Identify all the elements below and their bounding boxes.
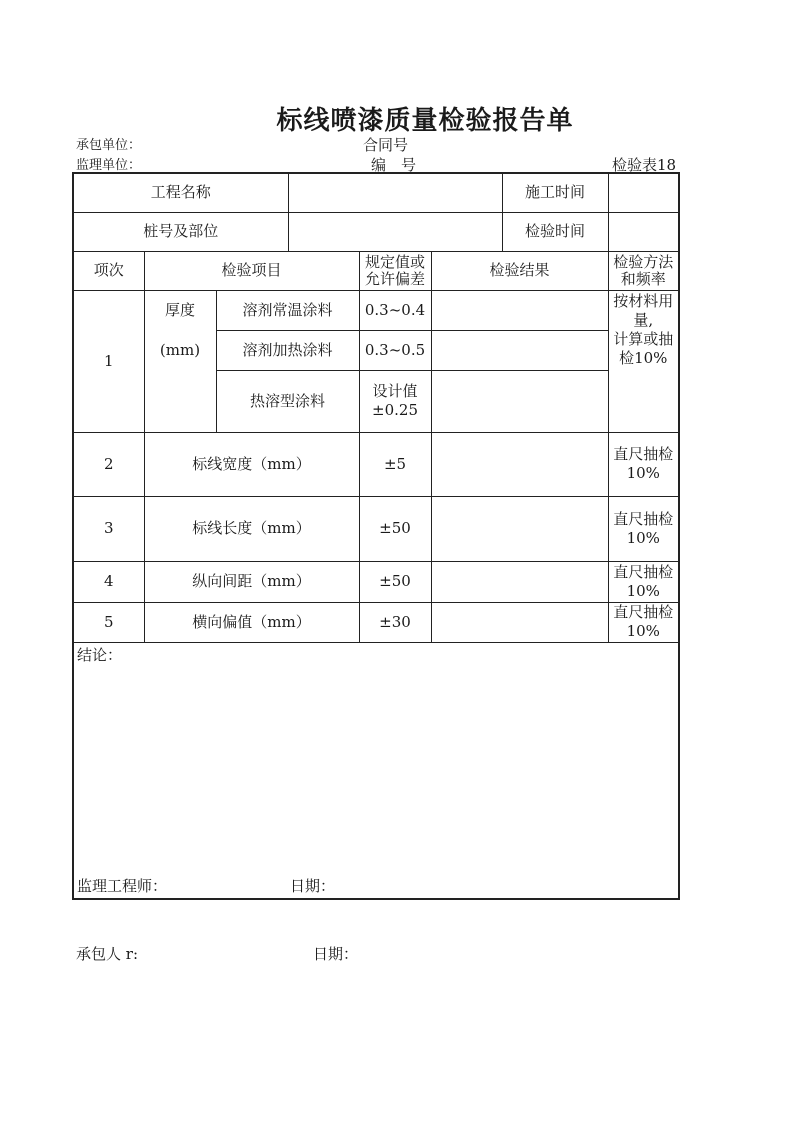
row1-method-line4: 检10% (619, 348, 668, 367)
contractor-unit-label: 承包单位： (76, 138, 142, 153)
sub1-name: 溶剂常温涂料 (216, 290, 359, 330)
supervisor-date-label: 日期： (290, 877, 336, 895)
inspection-time-value[interactable] (608, 212, 679, 251)
row4-method-line1: 直尺抽检 (613, 562, 674, 581)
row5-result[interactable] (431, 602, 608, 642)
row3-spec: ±50 (359, 496, 431, 561)
row2-spec: ±5 (359, 432, 431, 496)
supervisor-engineer-label: 监理工程师： (77, 877, 168, 895)
row4-result[interactable] (431, 561, 608, 602)
serial-no-label: 编 号 (371, 156, 417, 174)
col-header-result: 检验结果 (431, 251, 608, 290)
col-header-check-item: 检验项目 (144, 251, 359, 290)
row3-method-line2: 10% (626, 528, 660, 547)
row2-result[interactable] (431, 432, 608, 496)
sub1-spec: 0.3~0.4 (359, 290, 431, 330)
row3-method (608, 496, 679, 561)
contract-no-label: 合同号 (363, 136, 409, 154)
sub2-name: 溶剂加热涂料 (216, 330, 359, 370)
row2-no: 2 (73, 432, 144, 496)
row2-method (608, 432, 679, 496)
form-code: 检验表18 (612, 156, 677, 174)
contractor-date-label: 日期： (313, 945, 359, 963)
supervisor-unit-label: 监理单位： (76, 158, 142, 173)
row4-spec: ±50 (359, 561, 431, 602)
col-header-method (608, 251, 679, 290)
row4-no: 4 (73, 561, 144, 602)
inspection-table (72, 172, 680, 900)
sub3-name: 热溶型涂料 (216, 370, 359, 432)
conclusion-label: 结论： (77, 645, 123, 664)
station-label: 桩号及部位 (73, 212, 288, 251)
row3-name: 标线长度（mm） (144, 496, 359, 561)
col-header-spec-line2: 允许偏差 (364, 269, 425, 288)
row1-method (608, 290, 679, 432)
row2-method-line1: 直尺抽检 (613, 445, 674, 463)
sub2-spec: 0.3~0.5 (359, 330, 431, 370)
row5-method-line1: 直尺抽检 (613, 603, 674, 621)
row4-name: 纵向间距（mm） (144, 561, 359, 602)
station-value[interactable] (288, 212, 502, 251)
row1-method-line2: 量, (633, 310, 654, 329)
row3-no: 3 (73, 496, 144, 561)
row5-spec: ±30 (359, 602, 431, 642)
row5-no: 5 (73, 602, 144, 642)
row3-result[interactable] (431, 496, 608, 561)
row4-method-line2: 10% (626, 581, 660, 600)
row2-method-line2: 10% (626, 464, 660, 482)
row1-no: 1 (73, 290, 144, 432)
row5-name: 横向偏值（mm） (144, 602, 359, 642)
col-header-method-line1: 检验方法 (613, 252, 674, 271)
sub1-result[interactable] (431, 290, 608, 330)
row3-method-line1: 直尺抽检 (613, 509, 674, 528)
row4-method (608, 561, 679, 602)
col-header-method-line2: 和频率 (620, 269, 666, 288)
sub3-spec (359, 370, 431, 432)
row5-method (608, 602, 679, 642)
sub3-spec-line1: 设计值 (372, 382, 418, 400)
row1-method-line1: 按材料用 (613, 291, 674, 310)
sub3-result[interactable] (431, 370, 608, 432)
contractor-person-label: 承包人 r: (76, 945, 138, 963)
row1-method-line3: 计算或抽 (613, 329, 674, 348)
construction-time-label: 施工时间 (502, 173, 608, 212)
project-name-value[interactable] (288, 173, 502, 212)
row2-name: 标线宽度（mm） (144, 432, 359, 496)
col-header-spec (359, 251, 431, 290)
sub2-result[interactable] (431, 330, 608, 370)
sub3-spec-line2: ±0.25 (372, 401, 418, 419)
project-name-label: 工程名称 (73, 173, 288, 212)
construction-time-value[interactable] (608, 173, 679, 212)
conclusion-area[interactable] (73, 642, 679, 899)
page-title: 标线喷漆质量检验报告单 (276, 106, 574, 136)
col-header-spec-line1: 规定值或 (364, 252, 425, 271)
thickness-spacer (144, 370, 216, 432)
inspection-time-label: 检验时间 (502, 212, 608, 251)
col-header-item-no: 项次 (73, 251, 144, 290)
row5-method-line2: 10% (626, 622, 660, 640)
thickness-label: 厚度 (144, 290, 216, 330)
thickness-unit: (mm) (144, 330, 216, 370)
